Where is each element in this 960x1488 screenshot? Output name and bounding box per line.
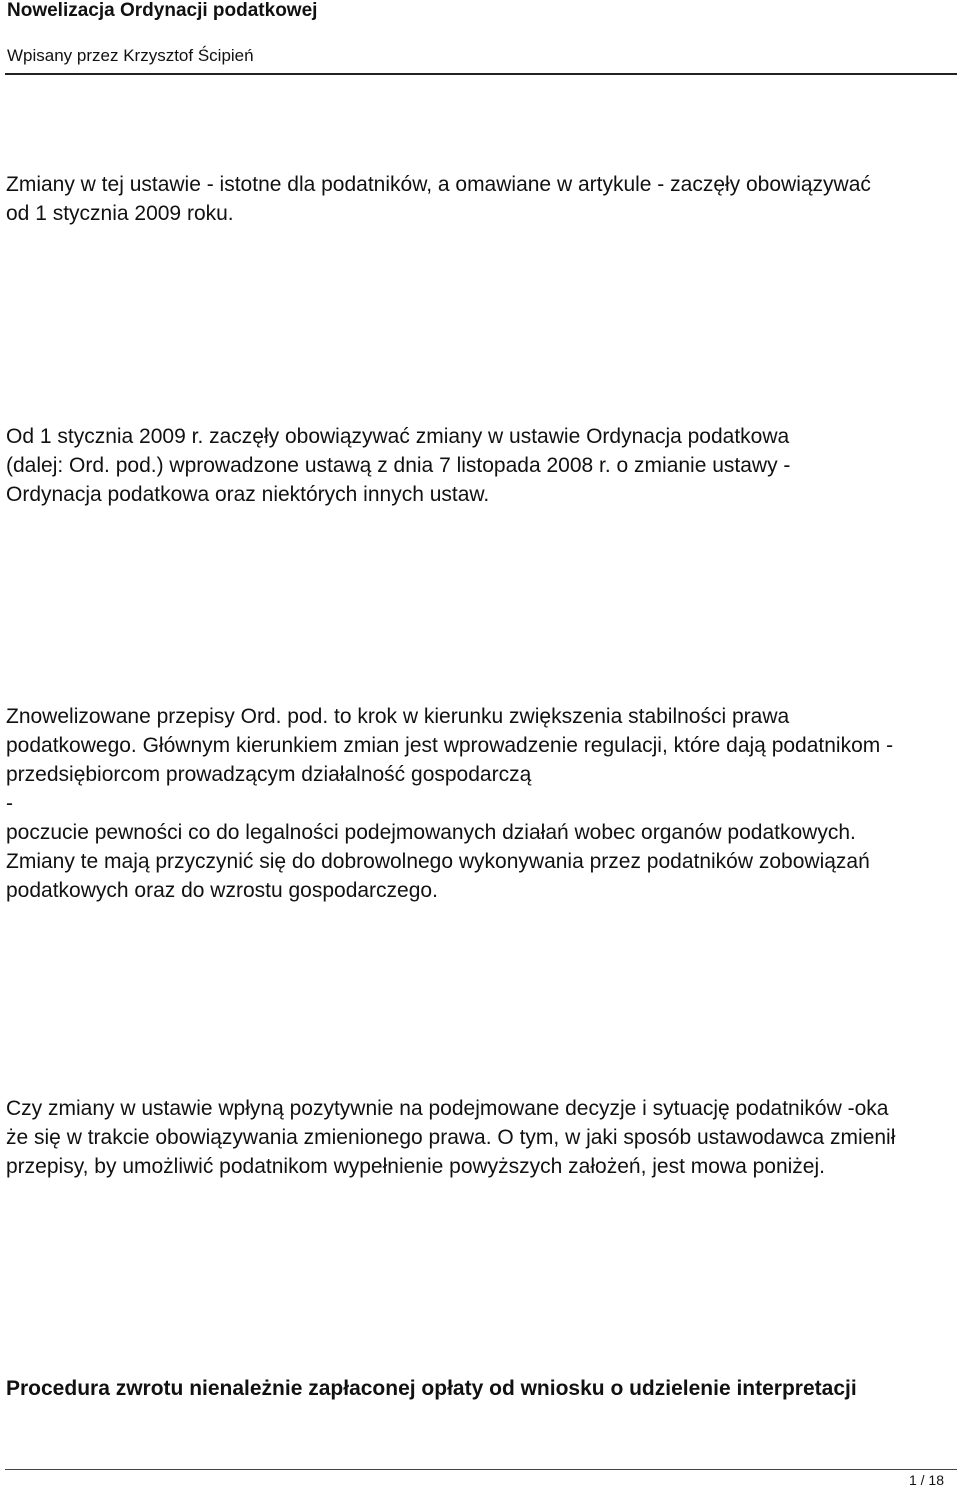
paragraph-line: Ordynacja podatkowa oraz niektórych innych ustaw. (6, 483, 490, 506)
paragraph-line: przepisy, by umożliwić podatnikom wypełnienie powyższych założeń, jest mowa poniżej. (6, 1155, 825, 1178)
paragraph-intro (6, 170, 956, 228)
paragraph-line: podatkowych oraz do wzrostu gospodarczego. (6, 879, 438, 902)
page-number: 1 / 18 (908, 1472, 944, 1488)
paragraph-line: Czy zmiany w ustawie wpłyną pozytywnie na podejmowane decyzje i sytuację podatników -oka (6, 1097, 889, 1120)
paragraph-line: od 1 stycznia 2009 roku. (6, 202, 234, 225)
paragraph-line: - (6, 792, 13, 815)
author-byline: Wpisany przez Krzysztof Ścipień (7, 46, 254, 65)
paragraph-question (6, 1094, 956, 1181)
footer-divider (5, 1469, 957, 1470)
section-heading: Procedura zwrotu nienależnie zapłaconej opłaty od wniosku o udzielenie interpretacji (6, 1377, 857, 1400)
paragraph-line: Znowelizowane przepisy Ord. pod. to krok w kierunku zwiększenia stabilności prawa (6, 705, 790, 728)
paragraph-line: że się w trakcie obowiązywania zmienionego prawa. O tym, w jaki sposób ustawodawca zmienił (6, 1126, 896, 1149)
paragraph-amendment-goals (6, 702, 956, 905)
paragraph-line: przedsiębiorcom prowadzącym działalność gospodarczą (6, 763, 532, 786)
document-title: Nowelizacja Ordynacji podatkowej (7, 0, 318, 21)
paragraph-effective-date (6, 422, 956, 509)
paragraph-line: (dalej: Ord. pod.) wprowadzone ustawą z dnia 7 listopada 2008 r. o zmianie ustawy - (6, 454, 791, 477)
paragraph-line: Od 1 stycznia 2009 r. zaczęły obowiązywać zmiany w ustawie Ordynacja podatkowa (6, 425, 790, 448)
paragraph-line: Zmiany te mają przyczynić się do dobrowolnego wykonywania przez podatników zobowiązań (6, 850, 870, 873)
paragraph-line: poczucie pewności co do legalności podejmowanych działań wobec organów podatkowych. (6, 821, 856, 844)
paragraph-line: Zmiany w tej ustawie - istotne dla podatników, a omawiane w artykule - zaczęły obowiązywać (6, 173, 871, 196)
paragraph-line: podatkowego. Głównym kierunkiem zmian jest wprowadzenie regulacji, które dają podatnikom - (6, 734, 894, 757)
header-divider (5, 73, 957, 75)
